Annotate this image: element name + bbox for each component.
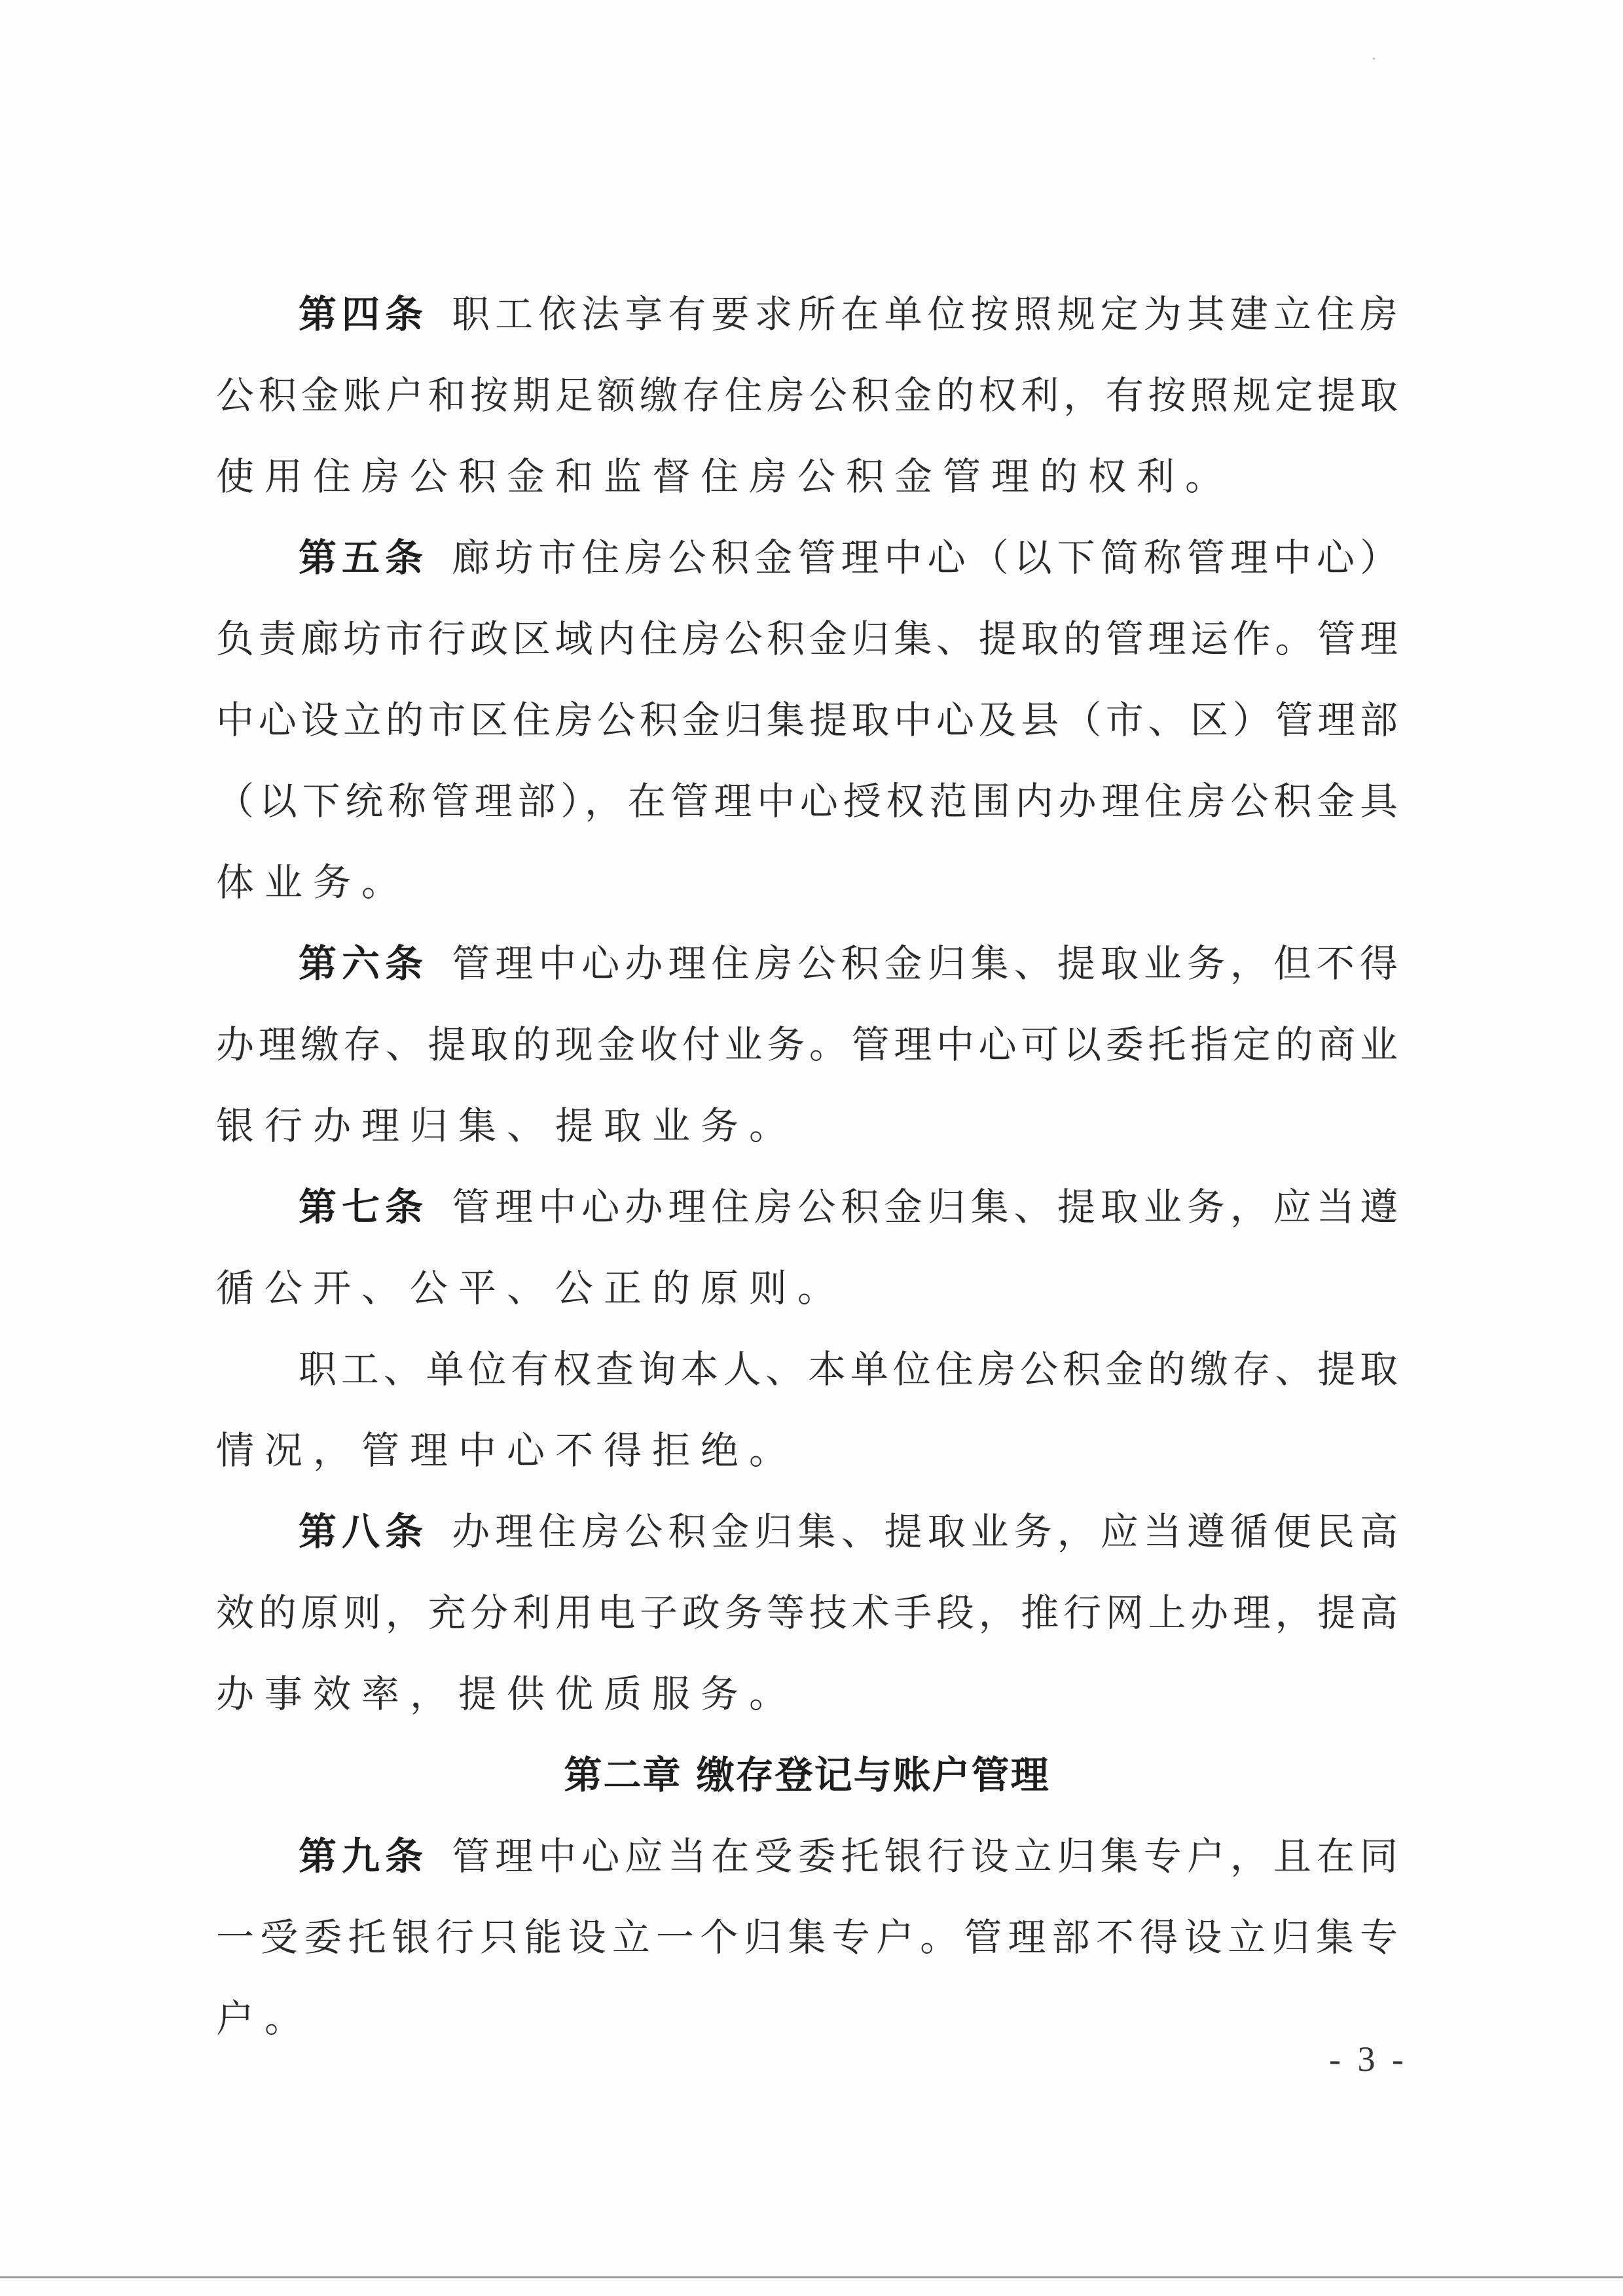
article-6-line-2: 办理缴存、提取的现金收付业务。管理中心可以委托指定的商业 [216, 1022, 1398, 1067]
article-5-label: 第五条 [299, 535, 429, 580]
article-5-line-1 [216, 517, 1398, 598]
article-7-line-2: 循公开、公平、公正的原则。 [216, 1266, 847, 1310]
article-7-paragraph-2-line-1: 职工、单位有权查询本人、本单位住房公积金的缴存、提取 [299, 1347, 1398, 1391]
chapter-2-heading: 第二章 缴存登记与账户管理 [564, 1753, 1050, 1797]
article-7-line-1 [216, 1166, 1398, 1247]
article-5-line-5: 体业务。 [216, 860, 410, 905]
article-5-line-2: 负责廊坊市行政区域内住房公积金归集、提取的管理运作。管理 [216, 617, 1398, 661]
article-8-text-1: 办理住房公积金归集、提取业务，应当遵循便民高 [452, 1509, 1398, 1554]
article-8-line-1 [216, 1491, 1398, 1572]
page-number: - 3 - [1329, 2039, 1408, 2079]
article-7-text-1: 管理中心办理住房公积金归集、提取业务，应当遵 [452, 1185, 1398, 1229]
article-7-label: 第七条 [299, 1185, 429, 1229]
article-6-label: 第六条 [299, 941, 429, 986]
scan-bottom-edge-divider [0, 2276, 1623, 2278]
article-6-line-1 [216, 923, 1398, 1004]
scan-speck [1373, 58, 1375, 60]
article-6-line-3: 银行办理归集、提取业务。 [216, 1103, 798, 1148]
article-4-label: 第四条 [299, 292, 429, 336]
article-5-line-4: （以下统称管理部），在管理中心授权范围内办理住房公积金具 [216, 779, 1398, 823]
article-9-text-1: 管理中心应当在受委托银行设立归集专户，且在同 [452, 1834, 1398, 1878]
article-8-line-3: 办事效率，提供优质服务。 [216, 1672, 798, 1716]
article-5-text-1: 廊坊市住房公积金管理中心（以下简称管理中心） [452, 535, 1398, 580]
document-body [216, 274, 1398, 2059]
article-9-line-2: 一受委托银行只能设立一个归集专户。管理部不得设立归集专 [216, 1915, 1398, 1960]
article-9-line-1 [216, 1816, 1398, 1897]
article-7-paragraph-2-line-2: 情况，管理中心不得拒绝。 [216, 1428, 798, 1473]
article-4-text-1: 职工依法享有要求所在单位按照规定为其建立住房 [452, 292, 1398, 336]
article-9-line-3: 户。 [216, 1996, 314, 2041]
article-4-line-2: 公积金账户和按期足额缴存住房公积金的权利，有按照规定提取 [216, 373, 1398, 418]
article-5-line-3: 中心设立的市区住房公积金归集提取中心及县（市、区）管理部 [216, 698, 1398, 742]
article-4-line-1 [216, 274, 1398, 355]
article-6-text-1: 管理中心办理住房公积金归集、提取业务，但不得 [452, 941, 1398, 986]
article-4-line-3: 使用住房公积金和监督住房公积金管理的权利。 [216, 454, 1234, 499]
article-8-line-2: 效的原则，充分利用电子政务等技术手段，推行网上办理，提高 [216, 1590, 1398, 1635]
article-9-label: 第九条 [299, 1834, 429, 1878]
article-8-label: 第八条 [299, 1509, 429, 1554]
